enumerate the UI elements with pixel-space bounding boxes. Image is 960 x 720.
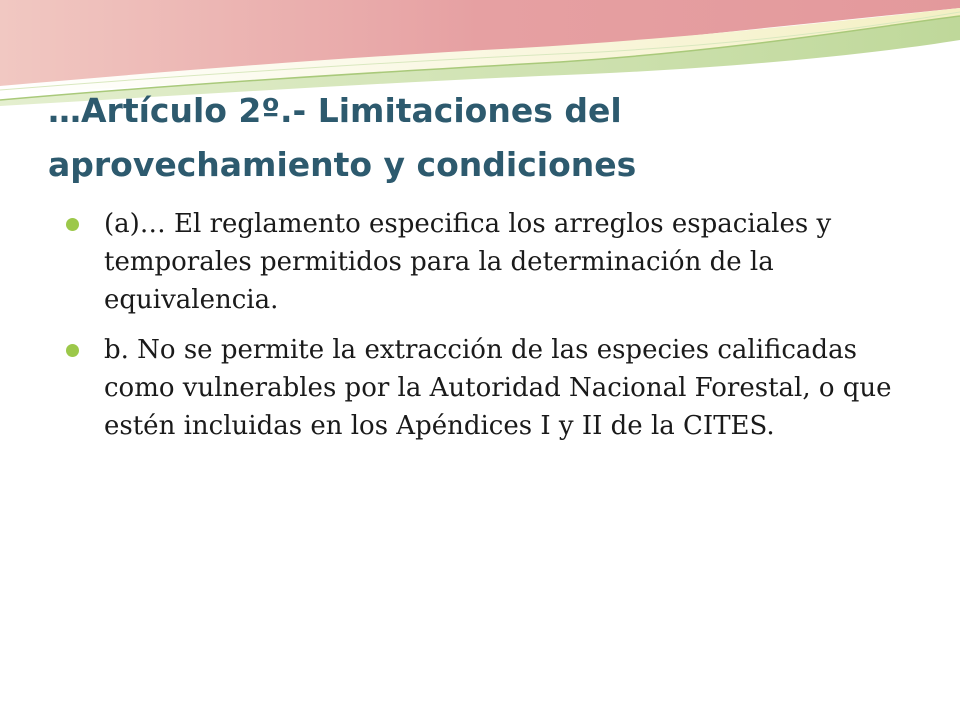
bullet-text: b. No se permite la extracción de las especies calificadas como vulnerables por la Autoridad Nacional Forestal, o que estén incluidas en los Apéndices I y II de la CITES. [104,335,892,441]
bullet-marker-icon [66,344,79,357]
bullet-marker-icon [66,218,79,231]
bullet-item-b [104,331,914,445]
bullet-text: (a)… El reglamento especifica los arreglos espaciales y temporales permitidos para la determinación de la equivalencia. [104,209,832,315]
bullet-list [104,205,914,457]
bullet-item-a [104,205,914,319]
slide-title: …Artículo 2º.- Limitaciones del aprovechamiento y condiciones [48,91,637,184]
